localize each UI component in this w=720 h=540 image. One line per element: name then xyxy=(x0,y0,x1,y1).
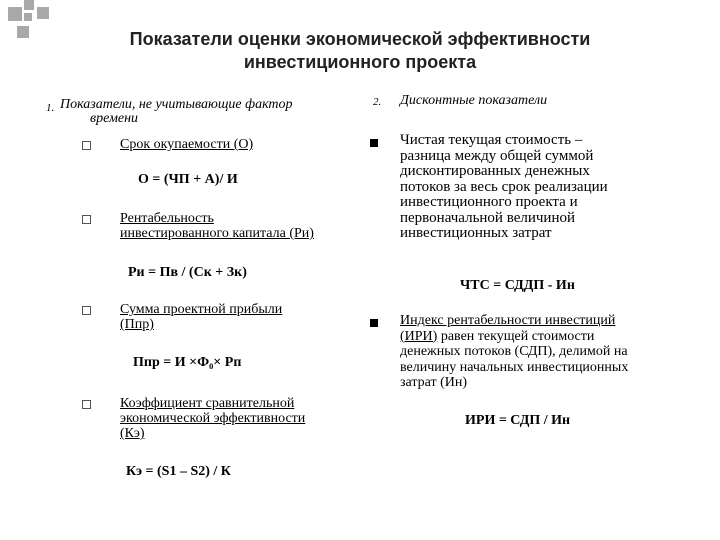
decor-square xyxy=(17,26,29,38)
roi-capital-label: Рентабельность инвестированного капитала (Ри) xyxy=(120,211,314,241)
npv-formula: ЧТС = СДДП - Ин xyxy=(460,278,575,293)
profitability-index-formula: ИРИ = СДП / Ин xyxy=(465,413,571,428)
bullet-hollow-square-icon xyxy=(82,306,91,315)
title-line-2: инвестиционного проекта xyxy=(243,52,477,72)
left-section-number: 1. xyxy=(46,102,55,114)
bullet-filled-square-icon xyxy=(370,319,378,327)
left-section-heading: Показатели, не учитывающие фактор времени xyxy=(60,97,293,126)
right-section-heading: Дисконтные показатели xyxy=(400,93,548,108)
project-profit-formula: Ппр = И ×Ф₀× Рп xyxy=(133,355,242,370)
npv-description: Чистая текущая стоимость – разница между общей суммой дисконтированных денежных потоков за весь срок реализации инвестиционного проекта и первоначальной величиной инвестиционных затрат xyxy=(400,132,608,241)
bullet-hollow-square-icon xyxy=(82,141,91,150)
decor-square xyxy=(8,7,22,21)
profitability-index-description: Индекс рентабельности инвестиций (ИРИ) равен текущей стоимости денежных потоков (СДП), делимой на величину начальных инвестиционных затрат (Ин) xyxy=(400,313,629,390)
comparative-efficiency-formula: Кэ = (S1 – S2) / К xyxy=(126,464,231,479)
project-profit-label: Сумма проектной прибыли (Ппр) xyxy=(120,302,283,332)
slide-title xyxy=(60,28,660,74)
bullet-filled-square-icon xyxy=(370,139,378,147)
decor-square xyxy=(24,0,34,10)
title-line-1: Показатели оценки экономической эффективности xyxy=(129,29,591,49)
right-section-number: 2. xyxy=(373,96,382,108)
payback-period-label: Срок окупаемости (О) xyxy=(120,137,254,152)
bullet-hollow-square-icon xyxy=(82,400,91,409)
payback-period-formula: О = (ЧП + А)/ И xyxy=(138,172,238,187)
bullet-hollow-square-icon xyxy=(82,215,91,224)
decor-square xyxy=(24,13,32,21)
comparative-efficiency-label: Коэффициент сравнительной экономической эффективности (Кэ) xyxy=(120,396,306,441)
roi-capital-formula: Ри = Пв / (Ск + Зк) xyxy=(128,265,247,280)
decor-square xyxy=(37,7,49,19)
